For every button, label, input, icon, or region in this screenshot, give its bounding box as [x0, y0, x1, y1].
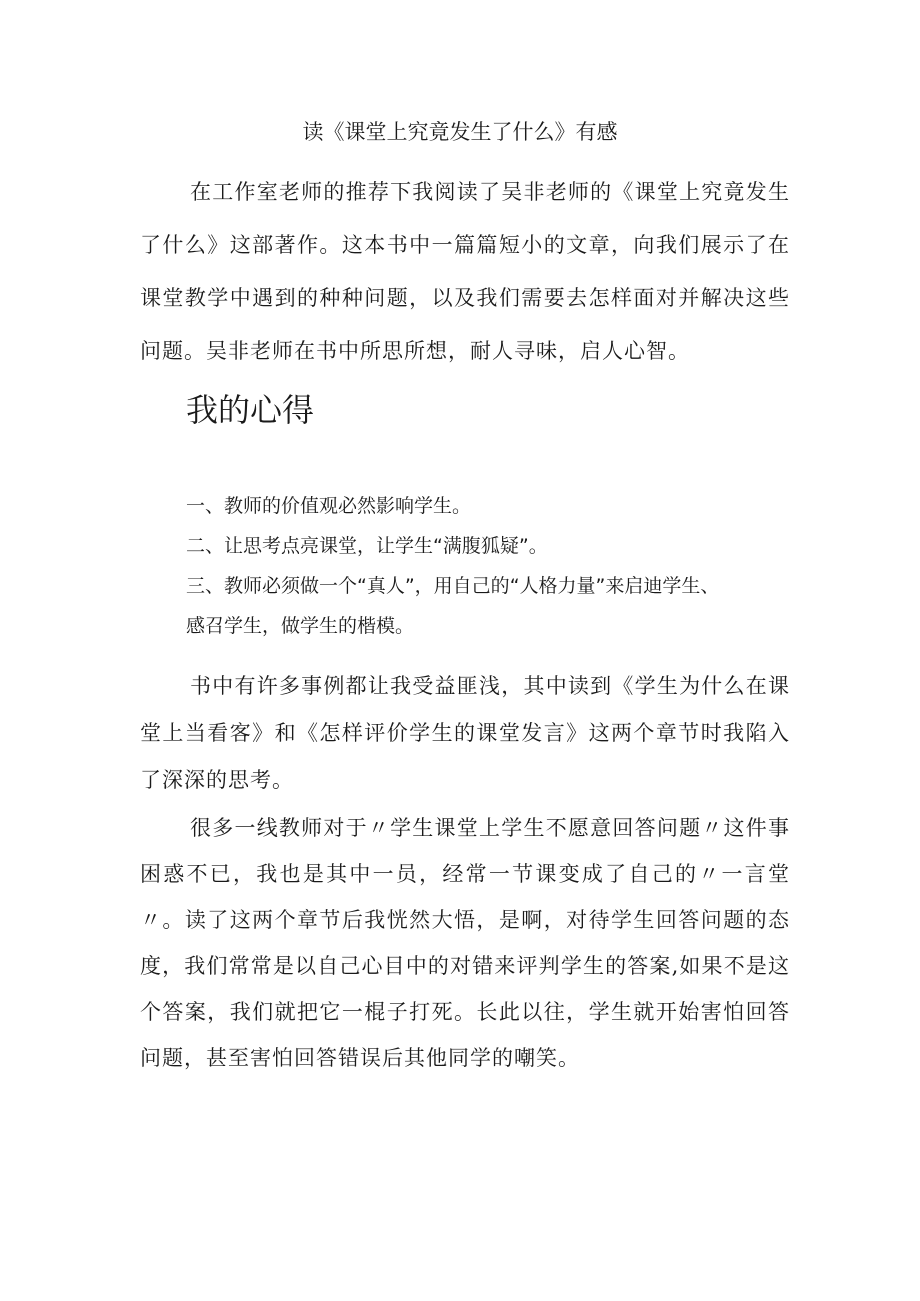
- point-item: 一、教师的价值观必然影响学生。: [186, 495, 472, 517]
- point-item: 三、教师必须做一个“真人”，用自己的“人格力量”来启迪学生、感召学生，做学生的楷模。: [186, 575, 720, 637]
- document-title: 读《课堂上究竟发生了什么》有感: [302, 120, 618, 144]
- intro-paragraph: 在工作室老师的推荐下我阅读了吴非老师的《课堂上究竟发生了什么》这部著作。这本书中一篇篇短小的文章，向我们展示了在课堂教学中遇到的种种问题，以及我们需要去怎样面对并解决这些问题。吴非老师在书中所思所想，耐人寻味，启人心智。: [140, 180, 790, 363]
- point-item: 二、让思考点亮课堂，让学生“满腹狐疑”。: [186, 535, 548, 557]
- section-heading: 我的心得: [186, 391, 315, 429]
- body-paragraph: 书中有许多事例都让我受益匪浅，其中读到《学生为什么在课堂上当看客》和《怎样评价学生的课堂发言》这两个章节时我陷入了深深的思考。: [140, 674, 790, 792]
- points-list: [186, 486, 726, 646]
- body-paragraph: 很多一线教师对于〃学生课堂上学生不愿意回答问题〃这件事困惑不已，我也是其中一员，经常一节课变成了自己的〃一言堂〃。读了这两个章节后我恍然大悟，是啊，对待学生回答问题的态度，我们常常是以自己心目中的对错来评判学生的答案,如果不是这个答案，我们就把它一棍子打死。长此以往，学生就开始害怕回答问题，甚至害怕回答错误后其他同学的嘲笑。: [140, 816, 790, 1070]
